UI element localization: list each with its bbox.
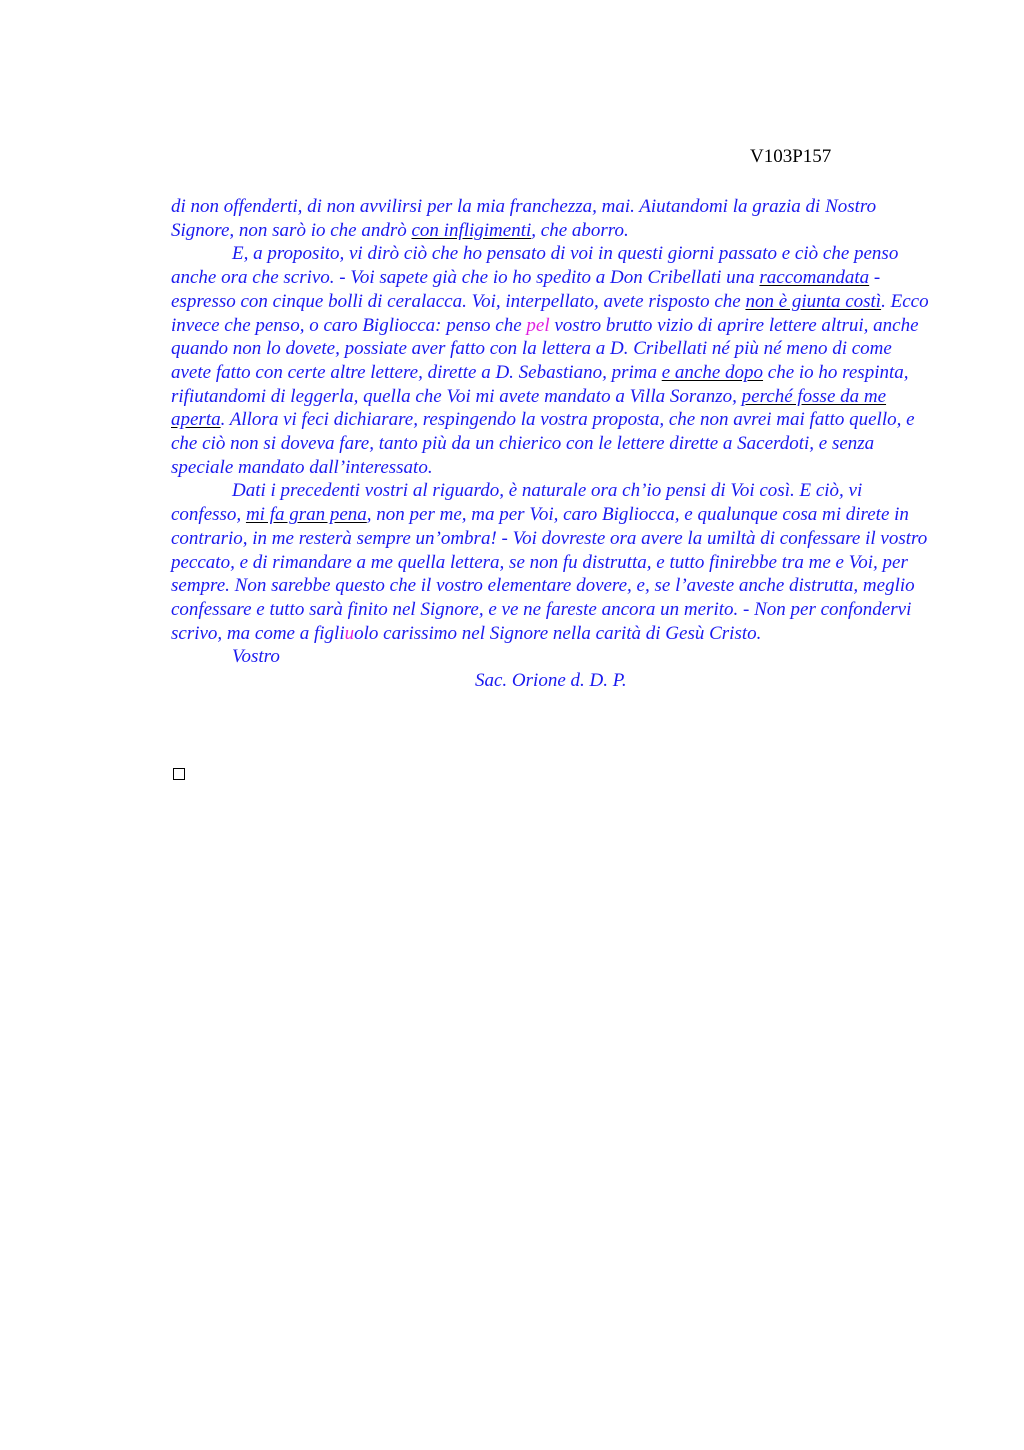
page-code: V103P157 (750, 146, 832, 167)
closing: Vostro (232, 646, 280, 668)
text-run: vostro brutto vizio di aprire lettere altrui, anche quando non lo dovete, possiate aver fatto con la lettera a D. Cribellati né più né meno di come avete fatto con certe altre lettere, dirette a D. Sebastiano, prima (171, 314, 919, 383)
signature: Sac. Orione d. D. P. (475, 670, 627, 692)
text-run: E, a proposito, vi dirò ciò che ho pensato di voi in questi giorni passato e ciò che penso anche ora che scrivo. - Voi sapete già che io ho spedito a Don Cribellati una (171, 243, 899, 289)
text-run: olo carissimo nel Signore nella carità di Gesù Cristo. (354, 622, 762, 644)
text-run: , che aborro. (531, 219, 629, 241)
text-run: . Ecco invece che penso, o caro Bigliocca: penso che (171, 290, 929, 336)
highlighted-word: pel (526, 314, 550, 336)
end-marker-box (173, 768, 185, 780)
underlined-phrase: con infligimenti (411, 219, 532, 241)
underlined-phrase: e anche dopo (661, 361, 764, 383)
text-run: , non per me, ma per Voi, caro Bigliocca, e qualunque cosa mi direte in contrario, in me resterà sempre un’ombra! - Voi dovreste ora avere la umiltà di confessare il vostro peccato, e di rimandare a me quella lettera, se non fu distrutta, e tutto finirebbe tra me e Voi, per sempre. Non sarebbe questo che il vostro elementare dovere, e, se l’aveste anche distrutta, meglio confessare e tutto sarà finito nel Signore, e ve ne fareste ancora un merito. - Non per confondervi scrivo, ma come a figli (171, 504, 928, 644)
underlined-phrase: raccomandata (759, 267, 870, 289)
letter-body (171, 195, 931, 693)
highlighted-letter: u (344, 622, 355, 644)
text-run: . Allora vi feci dichiarare, respingendo la vostra proposta, che non avrei mai fatto quello, e che ciò non si doveva fare, tanto più da un chierico con le lettere dirette a Sacerdoti, e senza speciale mandato dall’interessato. (171, 409, 915, 478)
paragraph-2 (171, 242, 931, 479)
text-run: - espresso con cinque bolli di ceralacca. Voi, interpellato, avete risposto che (171, 267, 881, 312)
text-run: di non offenderti, di non avvilirsi per la mia franchezza, mai. Aiutandomi la grazia di Nostro Signore, non sarò io che andrò (171, 196, 877, 241)
text-run: che io ho respinta, rifiutandomi di leggerla, quella che Voi mi avete mandato a Villa Soranzo, (171, 361, 909, 407)
paragraph-3 (171, 479, 931, 645)
underlined-phrase: mi fa gran pena (245, 504, 367, 526)
underlined-phrase: perché fosse da me aperta (171, 385, 887, 431)
paragraph-1 (171, 195, 931, 242)
text-run: Dati i precedenti vostri al riguardo, è naturale ora ch’io pensi di Voi così. E ciò, vi confesso, (171, 480, 863, 526)
underlined-phrase: non è giunta costì (745, 290, 882, 312)
